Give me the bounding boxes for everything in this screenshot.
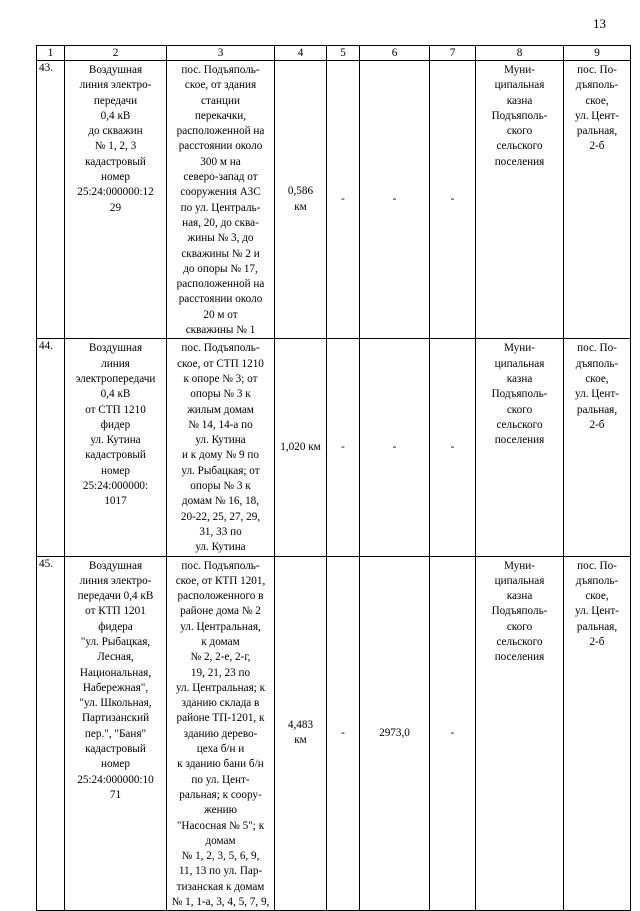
- column-7-value: -: [430, 556, 476, 911]
- table-row: [37, 339, 631, 556]
- column-5-value: -: [327, 61, 360, 339]
- owner-address: пос. По- дъяполь- ское, ул. Цент- ральная, 2-б: [564, 339, 631, 556]
- column-header: 5: [327, 46, 360, 61]
- column-header: 2: [65, 46, 167, 61]
- column-header: 9: [564, 46, 631, 61]
- table-row: [37, 556, 631, 911]
- object-name: Воздушная линия электропередачи 0,4 кВ от СТП 1210 фидер ул. Кутина кадастровый номер 25:24:000000: 1017: [65, 339, 167, 556]
- column-6-value: -: [360, 339, 430, 556]
- owner: Муни- ципальная казна Подъяполь- ского сельского поселения: [476, 556, 564, 911]
- object-name: Воздушная линия электро- передачи 0,4 кВ от КТП 1201 фидера "ул. Рыбацкая, Лесная, Национальная, Набережная", "ул. Школьная, Партизанский пер.", "Баня" кадастровый номер 25:24:000000:10 71: [65, 556, 167, 911]
- length-value: 4,483 км: [275, 556, 327, 911]
- column-header: 3: [167, 46, 275, 61]
- owner: Муни- ципальная казна Подъяполь- ского сельского поселения: [476, 339, 564, 556]
- column-5-value: -: [327, 556, 360, 911]
- column-header: 1: [37, 46, 65, 61]
- owner-address: пос. По- дъяполь- ское, ул. Цент- ральная, 2-б: [564, 556, 631, 911]
- property-register-table: [36, 45, 631, 911]
- object-location: пос. Подъяполь- ское, от здания станции перекачки, расположенной на расстоянии около 300 м на северо-запад от сооружения АЗС по ул. Централь- ная, 20, до сква- жины № 3, до скважины № 2 и до опоры № 17, расположенной на расстоянии около 20 м от скважины № 1: [167, 61, 275, 339]
- column-header: 6: [360, 46, 430, 61]
- page-number: 13: [593, 16, 606, 31]
- length-value: 1,020 км: [275, 339, 327, 556]
- table-row: [37, 61, 631, 339]
- row-number: 43.: [37, 61, 65, 339]
- length-value: 0,586 км: [275, 61, 327, 339]
- row-number: 45.: [37, 556, 65, 911]
- column-header: 7: [430, 46, 476, 61]
- column-7-value: -: [430, 339, 476, 556]
- column-7-value: -: [430, 61, 476, 339]
- column-5-value: -: [327, 339, 360, 556]
- column-6-value: 2973,0: [360, 556, 430, 911]
- object-location: пос. Подъяполь- ское, от КТП 1201, расположенного в районе дома № 2 ул. Центральная, к домам № 2, 2-е, 2-г, 19, 21, 23 по ул. Центральная; к зданию склада в районе ТП-1201, к зданию дерево- цеха б/н и к зданию бани б/н по ул. Цент- ральная; к соору- жению "Насосная № 5"; к домам № 1, 2, 3, 5, 6, 9, 11, 13 по ул. Пар- тизанская к домам № 1, 1-а, 3, 4, 5, 7, 9,: [167, 556, 275, 911]
- column-header: 8: [476, 46, 564, 61]
- column-6-value: -: [360, 61, 430, 339]
- object-location: пос. Подъяполь- ское, от СТП 1210 к опоре № 3; от опоры № 3 к жилым домам № 14, 14-а по ул. Кутина и к дому № 9 по ул. Рыбацкая; от опоры № 3 к домам № 16, 18, 20-22, 25, 27, 29, 31, 33 по ул. Кутина: [167, 339, 275, 556]
- object-name: Воздушная линия электро- передачи 0,4 кВ до скважин № 1, 2, 3 кадастровый номер 25:24:000000:12 29: [65, 61, 167, 339]
- row-number: 44.: [37, 339, 65, 556]
- owner-address: пос. По- дъяполь- ское, ул. Цент- ральная, 2-б: [564, 61, 631, 339]
- column-header: 4: [275, 46, 327, 61]
- column-number-row: [37, 46, 631, 61]
- owner: Муни- ципальная казна Подъяполь- ского сельского поселения: [476, 61, 564, 339]
